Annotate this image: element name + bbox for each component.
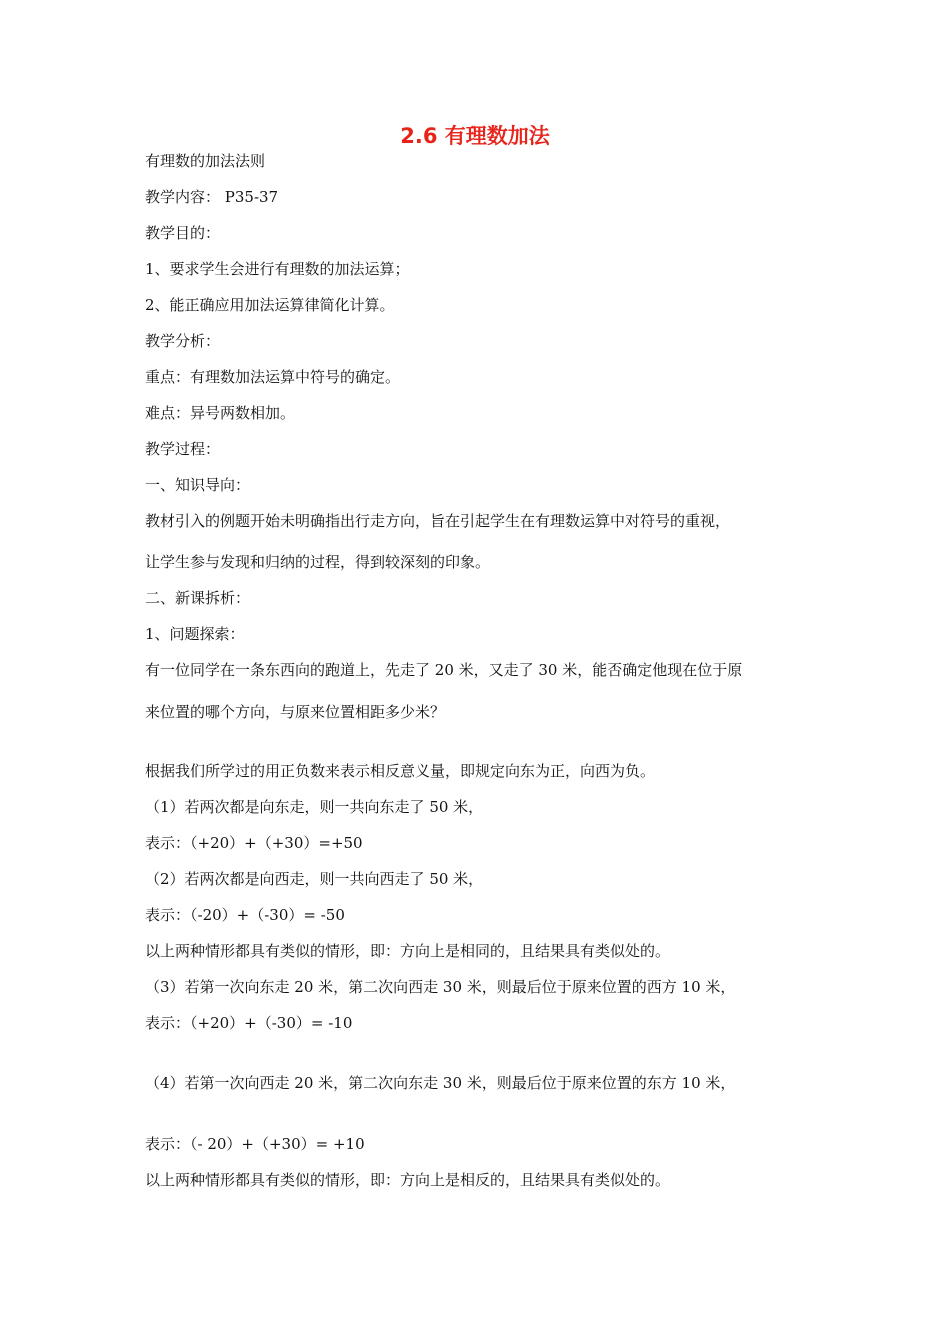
equation-line: 表示：（- 20）+（+30）= +10	[145, 1135, 365, 1153]
paragraph-line: 教学内容： P35-37	[145, 188, 279, 206]
section-heading: 教学过程：	[145, 440, 221, 458]
paragraph-line: （3）若第一次向东走 20 米，第二次向西走 30 米，则最后位于原来位置的西方 10 米，	[145, 978, 736, 996]
section-heading: 1、问题探索：	[145, 625, 245, 643]
paragraph-line: 教材引入的例题开始未明确指出行走方向，旨在引起学生在有理数运算中对符号的重视，	[145, 512, 731, 530]
paragraph-line: 难点：异号两数相加。	[145, 404, 296, 422]
subtitle: 有理数的加法法则	[145, 152, 266, 170]
paragraph-line: 根据我们所学过的用正负数来表示相反意义量，即规定向东为正，向西为负。	[145, 762, 656, 780]
paragraph-line: （4）若第一次向西走 20 米，第二次向东走 30 米，则最后位于原来位置的东方 10 米，	[145, 1074, 736, 1092]
equation-line: 表示：（+20）+（-30）= -10	[145, 1014, 353, 1032]
paragraph-line: 有一位同学在一条东西向的跑道上，先走了 20 米，又走了 30 米，能否确定他现在位于原	[145, 661, 743, 679]
section-heading: 二、新课拆析：	[145, 589, 251, 607]
section-heading: 教学目的：	[145, 224, 221, 242]
section-heading: 教学分析：	[145, 332, 221, 350]
paragraph-line: 来位置的哪个方向，与原来位置相距多少米？	[145, 703, 446, 721]
paragraph-line: 以上两种情形都具有类似的情形，即：方向上是相反的，且结果具有类似处的。	[145, 1171, 671, 1189]
page-title: 2.6 有理数加法	[400, 124, 550, 148]
paragraph-line: （2）若两次都是向西走，则一共向西走了 50 米，	[145, 870, 484, 888]
paragraph-line: 1、要求学生会进行有理数的加法运算；	[145, 260, 410, 278]
paragraph-line: 以上两种情形都具有类似的情形，即：方向上是相同的，且结果具有类似处的。	[145, 942, 671, 960]
equation-line: 表示：（+20）+（+30）=+50	[145, 834, 363, 852]
paragraph-line: 让学生参与发现和归纳的过程，得到较深刻的印象。	[145, 553, 491, 571]
paragraph-line: 重点：有理数加法运算中符号的确定。	[145, 368, 401, 386]
equation-line: 表示：（-20）+（-30）= -50	[145, 906, 345, 924]
paragraph-line: （1）若两次都是向东走，则一共向东走了 50 米，	[145, 798, 484, 816]
paragraph-line: 2、能正确应用加法运算律简化计算。	[145, 296, 395, 314]
section-heading: 一、知识导向：	[145, 476, 251, 494]
